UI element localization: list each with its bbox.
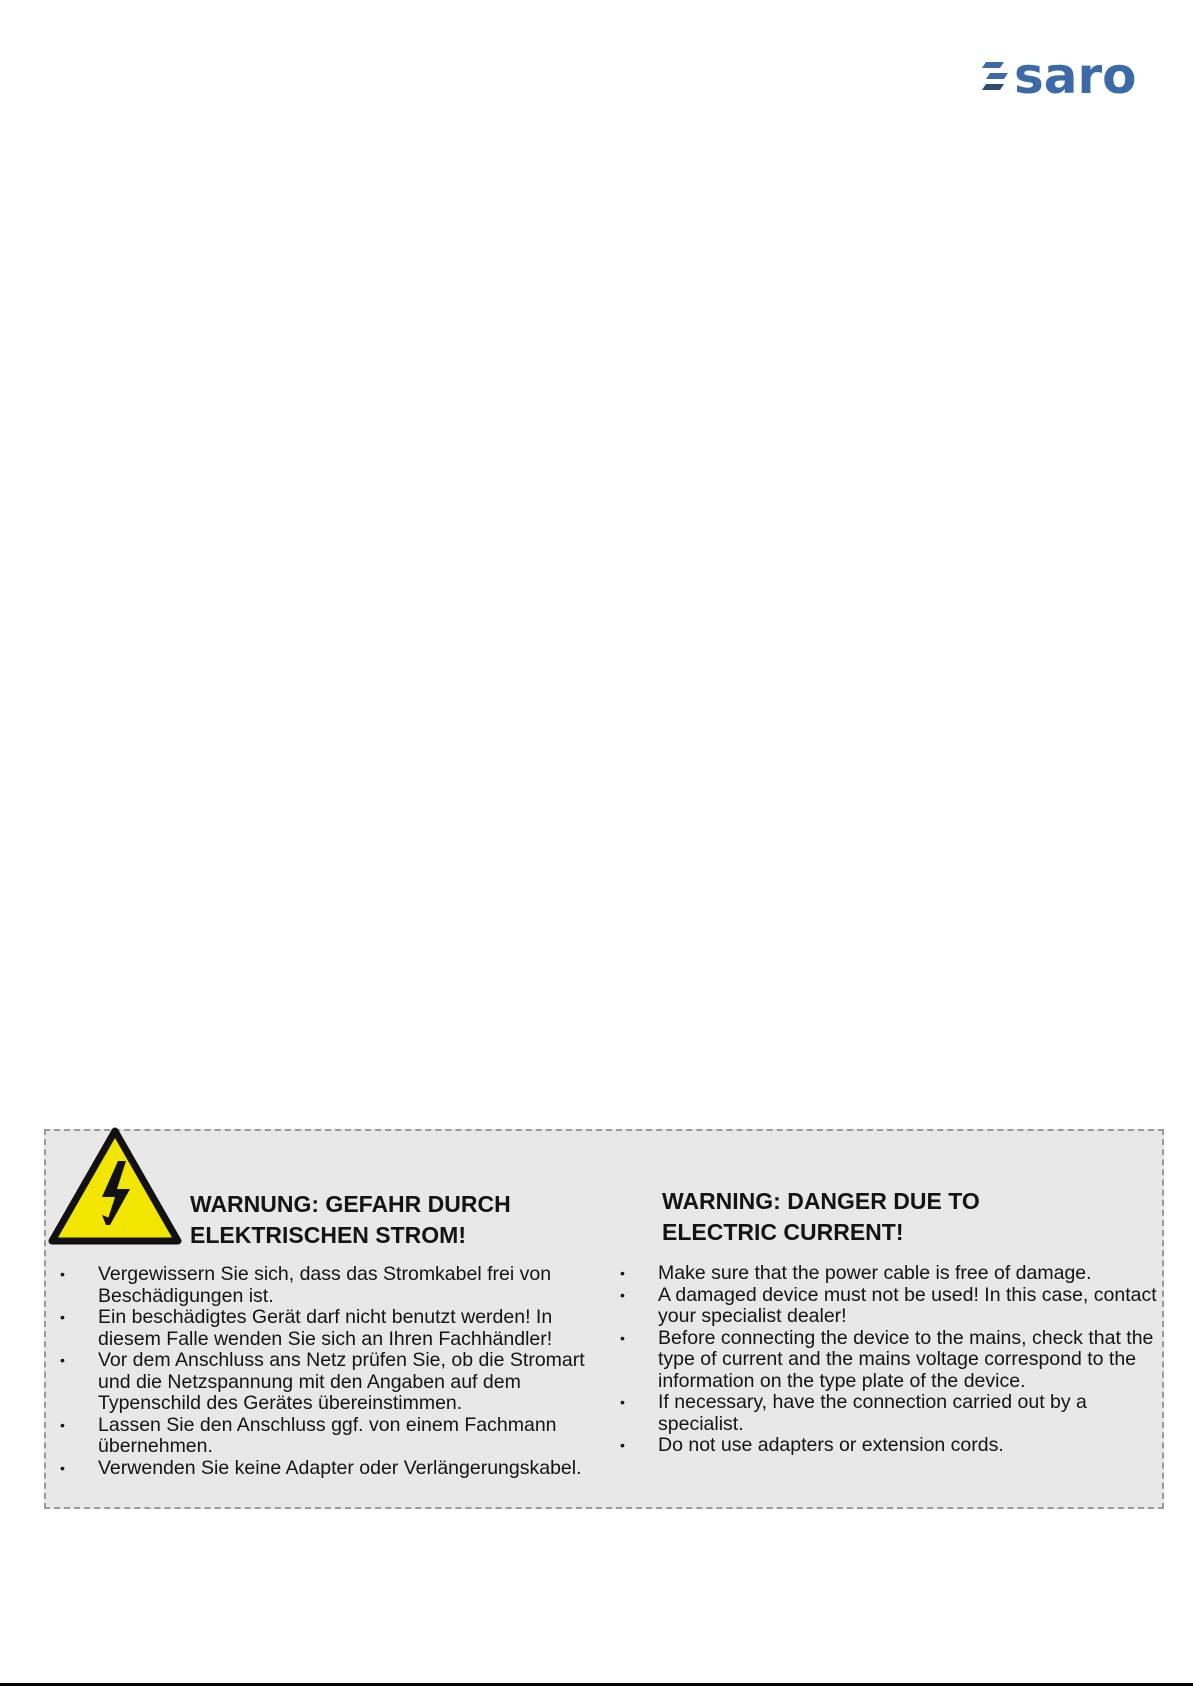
- brand-name: saro: [1014, 47, 1137, 105]
- brand-logo: [982, 47, 1137, 105]
- list-item: • Before connecting the device to the mains, check that the type of current and the mains voltage correspond to the information on the type plate of the device.: [620, 1328, 1160, 1393]
- list-item: • Ein beschädigtes Gerät darf nicht benutzt werden! In diesem Falle wenden Sie sich an Ihren Fachhändler!: [60, 1307, 600, 1350]
- list-item: • Vor dem Anschluss ans Netz prüfen Sie, ob die Stromart und die Netzspannung mit den Angaben auf dem Typenschild des Gerätes übereinstimmen.: [60, 1350, 600, 1415]
- german-warning-list: [60, 1264, 600, 1479]
- english-warning-list: [620, 1263, 1160, 1457]
- german-warning-heading: [190, 1189, 511, 1251]
- list-item: • A damaged device must not be used! In this case, contact your specialist dealer!: [620, 1285, 1160, 1328]
- german-heading-line-1: WARNUNG: GEFAHR DURCH: [190, 1191, 511, 1217]
- list-item: • Do not use adapters or extension cords.: [620, 1435, 1160, 1457]
- list-item: • Verwenden Sie keine Adapter oder Verlängerungskabel.: [60, 1458, 600, 1480]
- saro-logo-mark-icon: [982, 56, 1008, 96]
- list-item: • If necessary, have the connection carried out by a specialist.: [620, 1392, 1160, 1435]
- english-heading-line-1: WARNING: DANGER DUE TO: [662, 1188, 980, 1214]
- electric-hazard-warning-icon: [48, 1127, 182, 1245]
- german-heading-line-2: ELEKTRISCHEN STROM!: [190, 1222, 466, 1248]
- list-item: • Lassen Sie den Anschluss ggf. von einem Fachmann übernehmen.: [60, 1415, 600, 1458]
- english-heading-line-2: ELECTRIC CURRENT!: [662, 1219, 904, 1245]
- electric-warning-box: [44, 1129, 1164, 1509]
- list-item: • Vergewissern Sie sich, dass das Stromkabel frei von Beschädigungen ist.: [60, 1264, 600, 1307]
- list-item: • Make sure that the power cable is free of damage.: [620, 1263, 1160, 1285]
- english-warning-heading: [662, 1186, 980, 1248]
